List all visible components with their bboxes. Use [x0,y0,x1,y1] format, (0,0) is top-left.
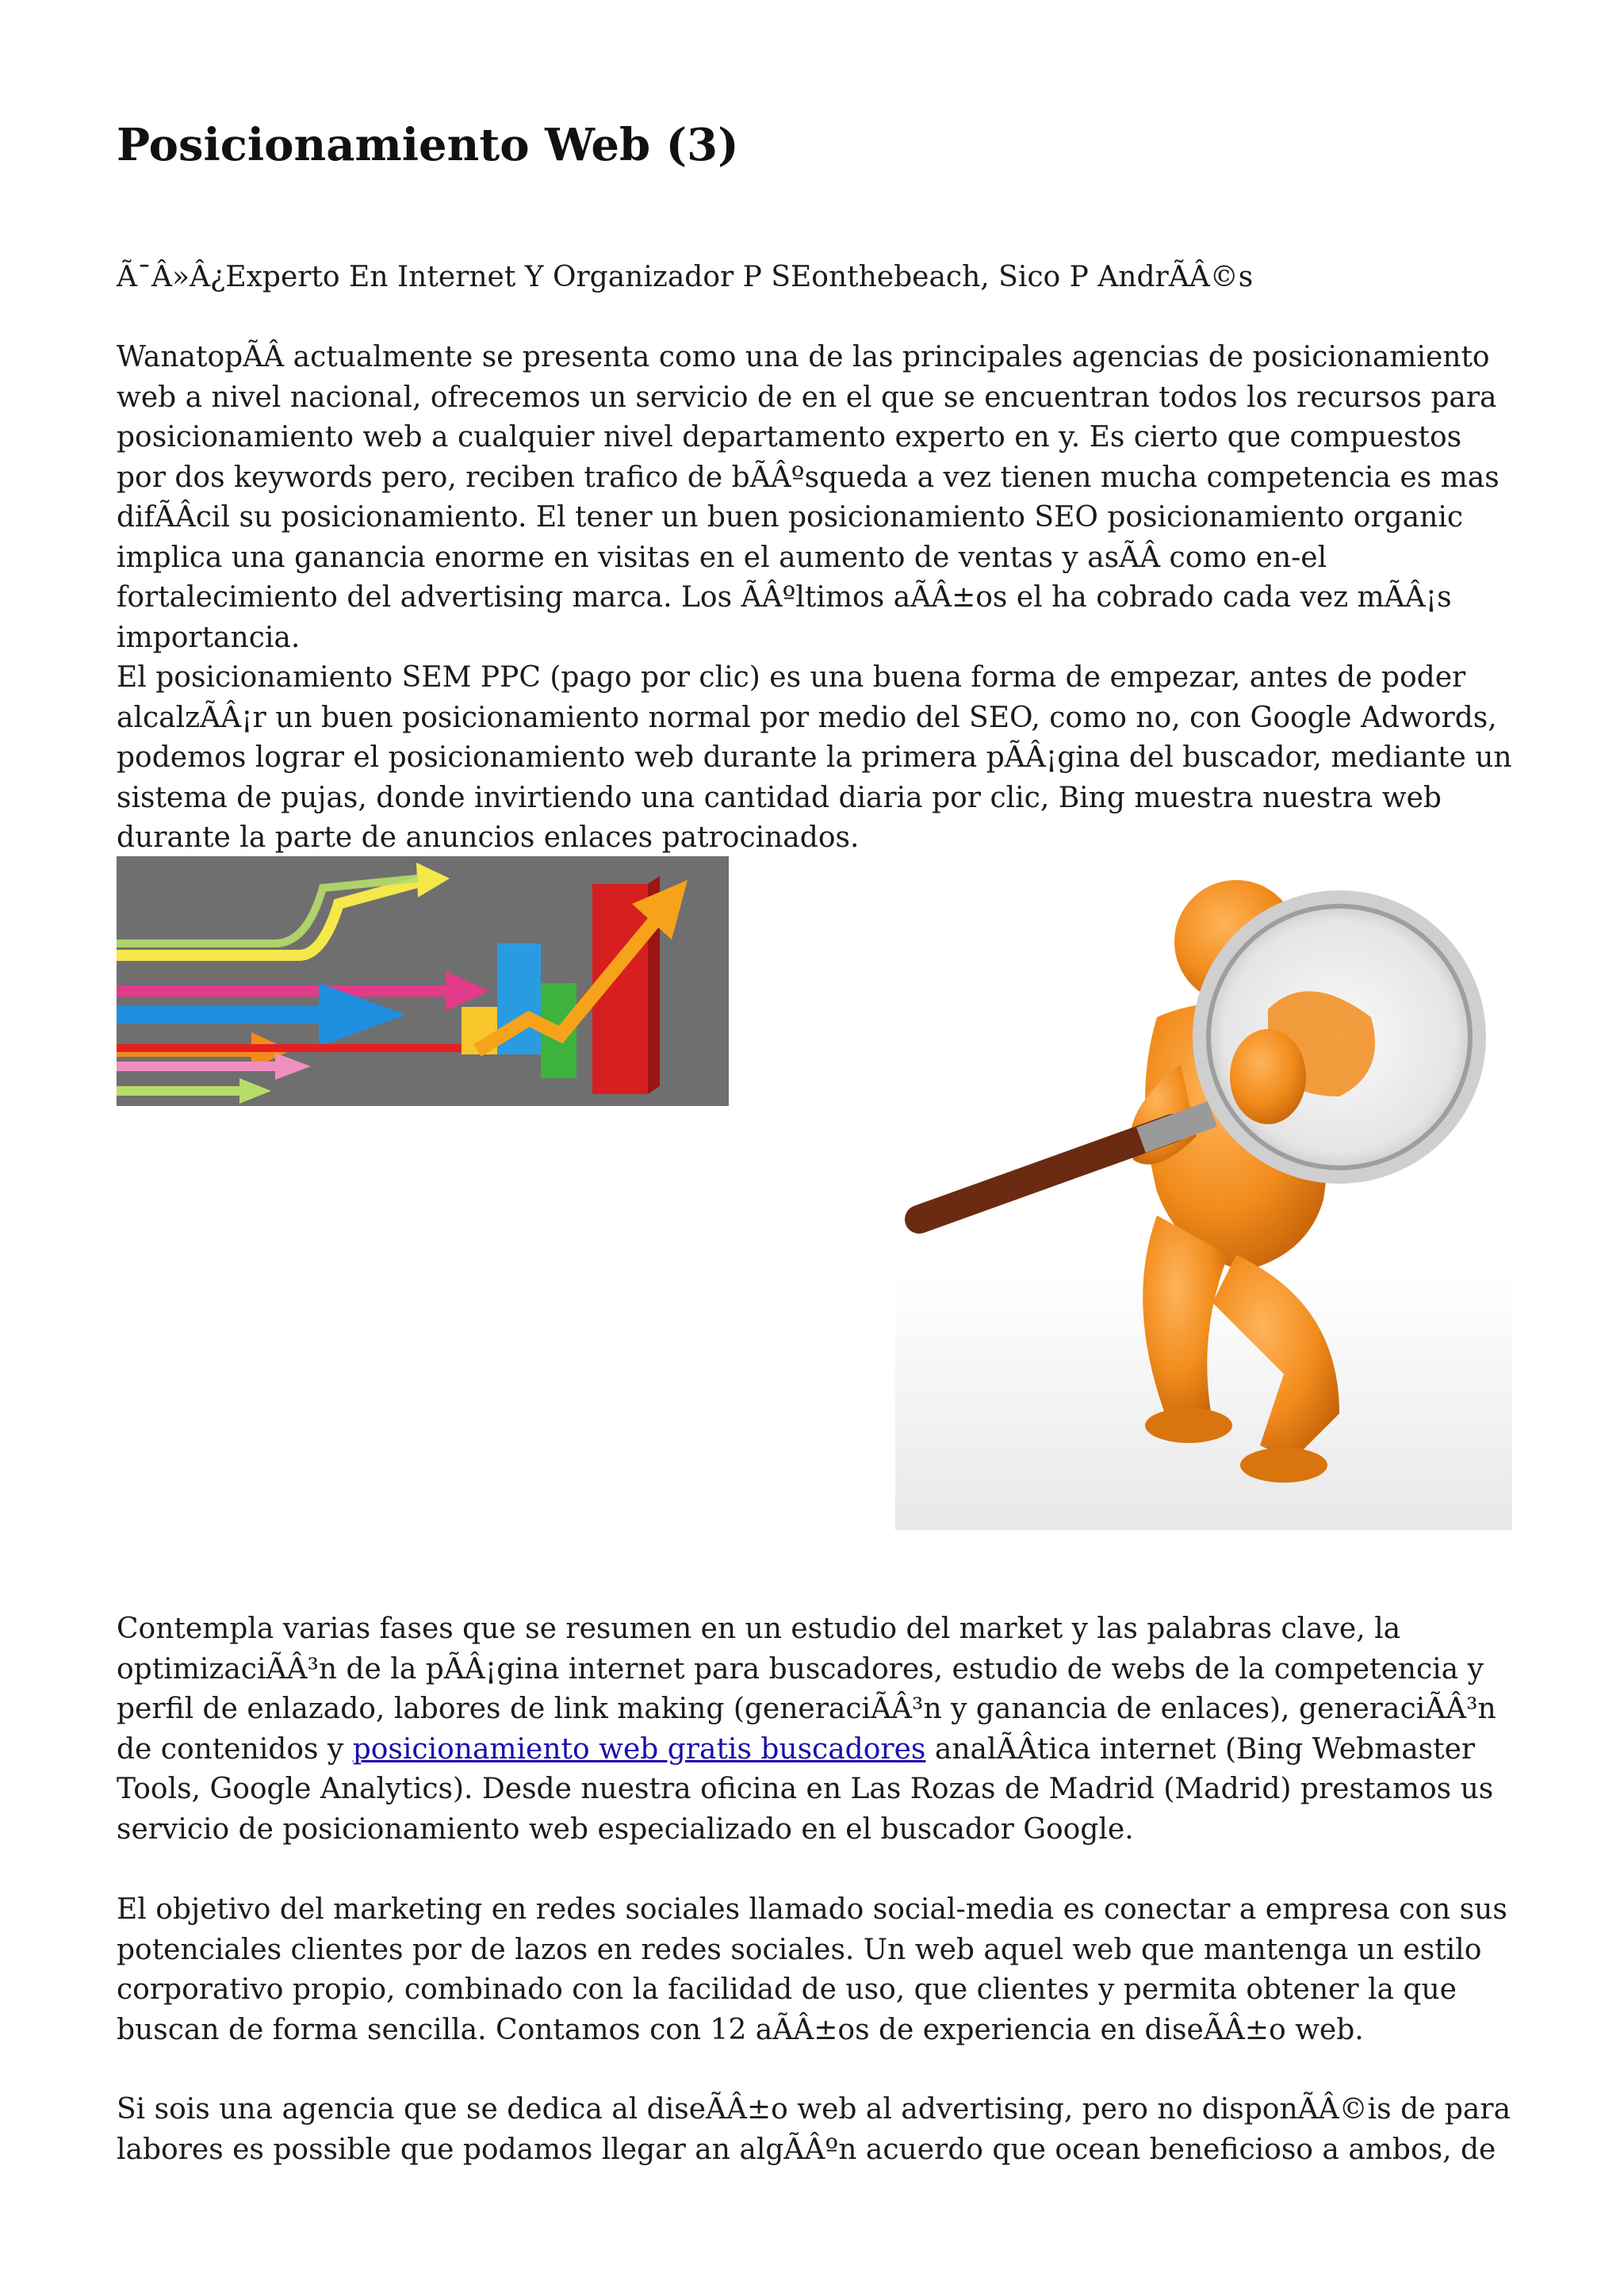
paragraph-social: El objetivo del marketing en redes sociales llamado social-media es conectar a empresa con sus potenciales clientes por de lazos en redes sociales. Un web aquel web que mantenga un estilo corporativo propio, combinado con la facilidad de uso, que clientes y permita obtener la que buscan de forma sencilla. Contamos con 12 aÃÂ±os de experiencia en diseÃÂ±o web. [117,1893,1507,2046]
paragraph-agency: WanatopÃÂ actualmente se presenta como una de las principales agencias de posicionamiento web a nivel nacional, ofrecemos un servicio de en el que se encuentran todos los recursos para posicionamiento web a cualquier nivel departamento experto en y. Es cierto que compuestos por dos keywords pero, reciben trafico de bÃÂºsqueda a vez tienen mucha competencia es mas difÃÂcil su posicionamiento. El tener un buen posicionamiento SEO posicionamiento organic implica una ganancia enorme en visitas en el aumento de ventas y asÃÂ como en-el fortalecimiento del advertising marca. Los ÃÂºltimos aÃÂ±os el ha cobrado cada vez mÃÂ¡s importancia. [117,341,1500,654]
seo-link[interactable]: posicionamiento web gratis buscadores [352,1732,926,1766]
growth-chart-image [117,856,729,1106]
page-title: Posicionamiento Web (3) [117,119,739,171]
paragraph-fases-text-a: Contempla varias fases que se resumen en un estudio del market y las palabras clave, la optimizaciÃÂ³n de la pÃÂ¡gina internet para buscadores, estudio de webs de la competencia y perfil de enlazado, labores de link making (generaciÃÂ³n y ganancia de enlaces), generaciÃÂ³n de contenidos y [117,1613,1496,1766]
intro-line: Ã¯Â»Â¿Experto En Internet Y Organizador P SEonthebeach, Sico P AndrÃÂ©s [117,261,1254,293]
search-figure-image [895,859,1512,1530]
paragraph-fases [117,1609,1512,1850]
paragraph-agencia: Si sois una agencia que se dedica al diseÃÂ±o web al advertising, pero no disponÃÂ©is de para labores es possible que podamos llegar an algÃÂºn acuerdo que ocean beneficioso a ambos, de [117,2093,1511,2166]
paragraph-sem: El posicionamiento SEM PPC (pago por clic) es una buena forma de empezar, antes de poder alcalzÃÂ¡r un buen posicionamiento normal por medio del SEO, como no, con Google Adwords, podemos lograr el posicionamiento web durante la primera pÃÂ¡gina del buscador, mediante un sistema de pujas, donde invirtiendo una cantidad diaria por clic, Bing muestra nuestra web durante la parte de anuncios enlaces patrocinados. [117,661,1512,854]
paragraph-fases-text-b: analÃÂtica internet (Bing Webmaster Tools, Google Analytics). Desde nuestra oficina en Las Rozas de Madrid (Madrid) prestamos us servicio de posicionamiento web especializado en el buscador Google. [117,1732,1494,1846]
